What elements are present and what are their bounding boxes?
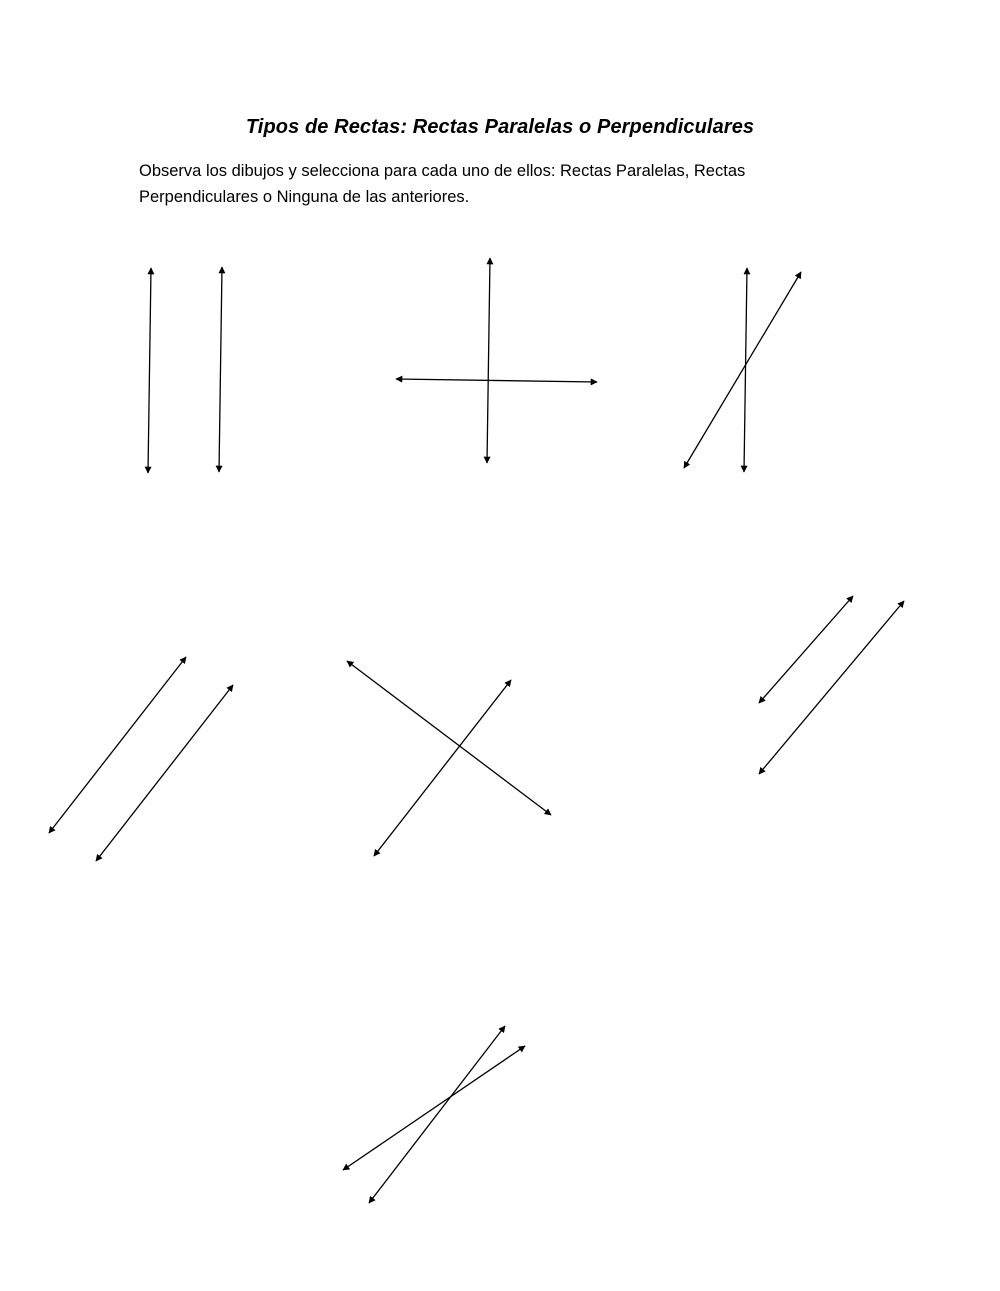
figure-2-line-horizontal: [396, 379, 597, 382]
instructions-line-1: Observa los dibujos y selecciona para cada uno de ellos: Rectas Paralelas, Rectas: [139, 162, 746, 180]
figure-4-line-a: [49, 657, 186, 833]
figure-6-line-b: [759, 601, 904, 774]
figure-3-line-oblique: [684, 272, 801, 468]
figure-6[interactable]: [759, 596, 904, 774]
figure-2[interactable]: [396, 258, 597, 463]
worksheet-title: Tipos de Rectas: Rectas Paralelas o Perpendiculares: [245, 116, 755, 138]
figure-2-line-vertical: [487, 258, 490, 463]
figure-7-line-a: [369, 1026, 505, 1203]
figure-3[interactable]: [684, 268, 801, 472]
figure-1[interactable]: [148, 267, 222, 473]
figure-5[interactable]: [347, 661, 551, 856]
figure-3-line-vertical: [744, 268, 747, 472]
figure-1-line-b: [219, 267, 222, 472]
figure-1-line-a: [148, 268, 151, 473]
figure-7-line-b: [343, 1046, 525, 1170]
figure-7[interactable]: [343, 1026, 525, 1203]
instructions-line-2: Perpendiculares o Ninguna de las anteriores.: [139, 188, 470, 206]
figure-6-line-a: [759, 596, 853, 703]
figure-4[interactable]: [49, 657, 233, 861]
figure-5-line-b: [374, 680, 511, 856]
figure-4-line-b: [96, 685, 233, 861]
figure-5-line-a: [347, 661, 551, 815]
